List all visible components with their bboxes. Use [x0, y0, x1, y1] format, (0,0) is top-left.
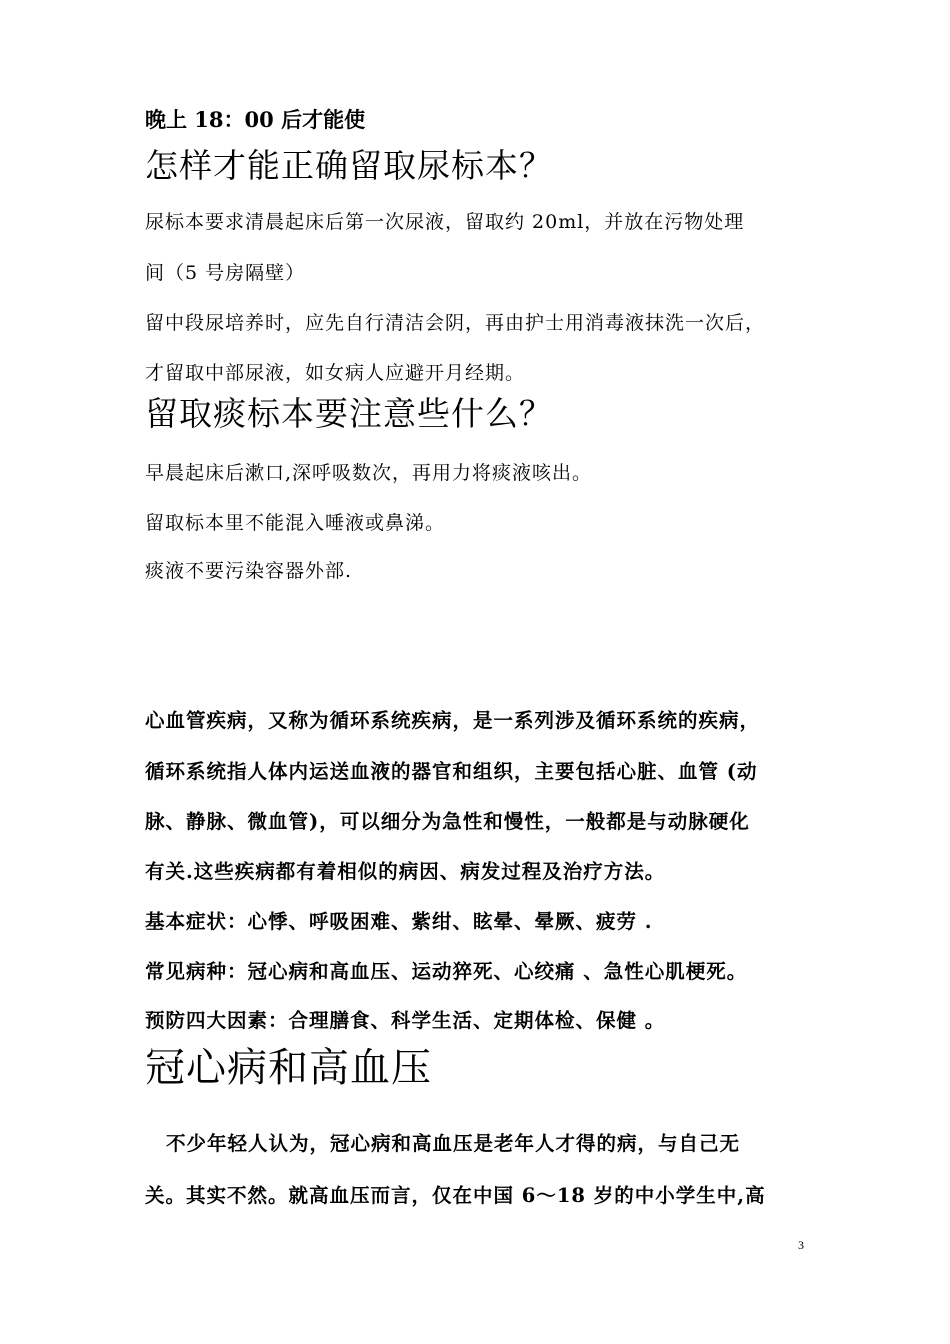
chd-line-1: 不少年轻人认为，冠心病和高血压是老年人才得的病，与自己无: [166, 1132, 741, 1155]
chd-line-2: 关。其实不然。就高血压而言，仅在中国 6～18 岁的中小学生中,高: [145, 1184, 766, 1207]
sputum-heading: 留取痰标本要注意些什么？: [145, 394, 553, 433]
cardio-line-3: 脉、静脉、微血管)，可以细分为急性和慢性，一般都是与动脉硬化: [145, 810, 750, 833]
urine-line-1: 尿标本要求清晨起床后第一次尿液，留取约 20ml，并放在污物处理: [145, 211, 745, 233]
top-note: 晚上 18：00 后才能使: [145, 107, 366, 132]
urine-line-3: 留中段尿培养时，应先自行清洁会阴，再由护士用消毒液抹洗一次后，: [145, 312, 766, 334]
cardio-line-2: 循环系统指人体内运送血液的器官和组织，主要包括心脏、血管 (动: [145, 760, 758, 783]
page-number: 3: [798, 1238, 804, 1252]
cardio-symptoms: 基本症状：心悸、呼吸困难、紫绀、眩晕、晕厥、疲劳 .: [145, 910, 653, 933]
urine-line-4: 才留取中部尿液，如女病人应避开月经期。: [145, 362, 526, 384]
sputum-line-1: 早晨起床后漱口,深呼吸数次，再用力将痰液咳出。: [145, 462, 593, 484]
urine-heading: 怎样才能正确留取尿标本？: [145, 146, 553, 185]
cardio-diseases: 常见病种：冠心病和高血压、运动猝死、心绞痛 、急性心肌梗死。: [145, 960, 748, 983]
cardio-line-4: 有关.这些疾病都有着相似的病因、病发过程及治疗方法。: [145, 860, 666, 883]
sputum-line-3: 痰液不要污染容器外部.: [145, 560, 353, 582]
cardio-prevention: 预防四大因素：合理膳食、科学生活、定期体检、保健 。: [145, 1009, 666, 1032]
urine-line-2: 间（5 号房隔壁）: [145, 262, 306, 284]
sputum-line-2: 留取标本里不能混入唾液或鼻涕。: [145, 512, 446, 534]
chd-heading: 冠心病和高血压: [145, 1045, 432, 1091]
cardio-line-1: 心血管疾病，又称为循环系统疾病，是一系列涉及循环系统的疾病，: [145, 709, 761, 732]
